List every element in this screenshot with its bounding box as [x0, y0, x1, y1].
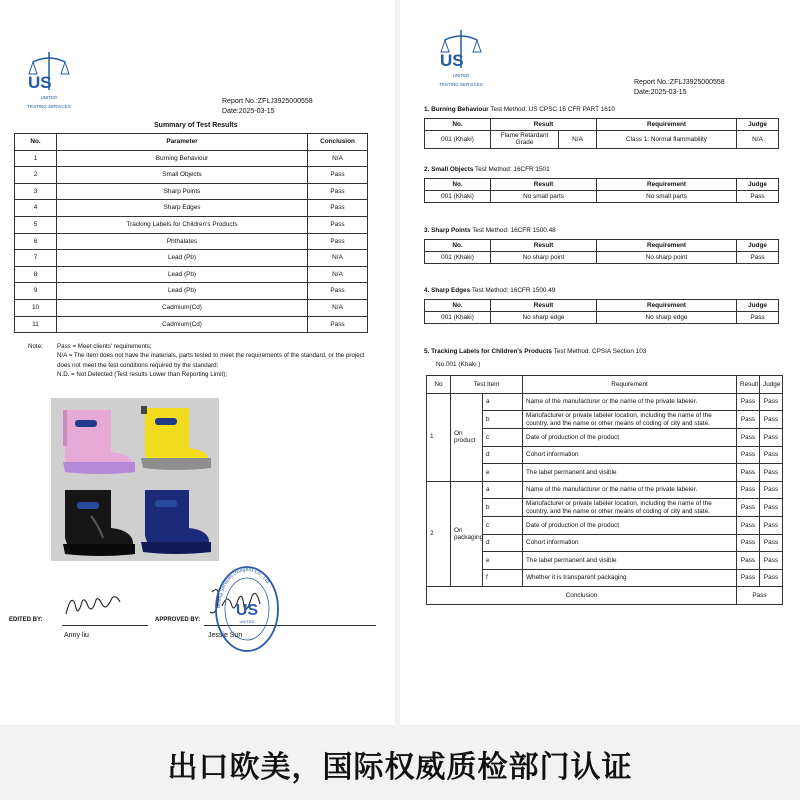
table-row	[15, 250, 368, 267]
cell-group-item: On packaging	[451, 481, 483, 587]
cell-no: 1	[15, 150, 57, 167]
section-heading: 5. Tracking Labels for Children's Products	[424, 348, 552, 355]
cell-result: Flame Retardant Grade	[491, 131, 559, 149]
cell-requirement: Manufacturer or private labeler location, including the name of the country, and the name or other means of coding of city and state.	[523, 499, 737, 517]
header-no: No.	[425, 300, 491, 312]
note-line: does not meet the test conditions required by the standard;	[57, 361, 219, 369]
cell-judge: N/A	[737, 131, 779, 149]
cell-requirement: Whether it is transparent packaging	[523, 569, 737, 587]
cell-no: 6	[15, 233, 57, 250]
section-heading: 2. Small Objects	[424, 166, 474, 173]
cell-sample: 001 (Khaki)	[425, 191, 491, 203]
cell-judge: Pass	[760, 446, 783, 464]
cell-parameter: Cadmium(Cd)	[57, 316, 308, 333]
table-row	[425, 312, 779, 324]
table-header-row	[425, 119, 779, 131]
header-conclusion: Conclusion	[308, 134, 368, 151]
cell-result: Pass	[737, 446, 760, 464]
logo-arc-text: TESTING SERVICES	[27, 104, 71, 109]
cell-requirement: The label permanent and visible	[523, 552, 737, 570]
header-requirement: Requirement	[597, 119, 737, 131]
cell-letter: c	[483, 517, 523, 535]
section-title-sharp-points	[424, 227, 556, 234]
table-header-row	[427, 376, 783, 394]
cell-result: No sharp point	[491, 252, 597, 264]
cell-parameter: Lead (Pb)	[57, 266, 308, 283]
cell-group-no: 2	[427, 481, 451, 587]
cell-result: Pass	[737, 499, 760, 517]
us-testing-logo	[436, 28, 486, 94]
cell-judge: Pass	[760, 464, 783, 482]
note-line: N.D. = Not Detected (Test results Lower than Reporting Limit);	[57, 370, 228, 378]
cell-conclusion: N/A	[308, 299, 368, 316]
seal-text: Testing Services (Ningbo) Co., Ltd.	[215, 566, 272, 610]
conclusion-value: Pass	[737, 587, 783, 605]
cell-result: No small parts	[491, 191, 597, 203]
cell-conclusion: Pass	[308, 167, 368, 184]
cell-group-no: 1	[427, 393, 451, 481]
cell-judge: Pass	[737, 252, 779, 264]
cell-requirement: Class 1: Normal flammability	[597, 131, 737, 149]
us-testing-logo	[24, 50, 74, 116]
cell-judge: Pass	[760, 534, 783, 552]
header-judge: Judge	[760, 376, 783, 394]
section-title-tracking	[424, 348, 646, 355]
section-heading: 1. Burning Behaviour	[424, 106, 489, 113]
logo-small-text: UNITED	[40, 95, 58, 100]
approved-by-name: Jessie Sun	[208, 632, 243, 639]
cell-letter: c	[483, 428, 523, 446]
company-seal	[212, 563, 282, 655]
cell-conclusion: Pass	[308, 216, 368, 233]
header-no: No	[427, 376, 451, 394]
note-line: Pass = Meet clients' requirements;	[57, 343, 152, 350]
cell-letter: f	[483, 569, 523, 587]
cell-conclusion: Pass	[308, 200, 368, 217]
cell-requirement: Cohort information	[523, 534, 737, 552]
cell-parameter: Lead (Pb)	[57, 283, 308, 300]
table-row	[425, 252, 779, 264]
header-judge: Judge	[737, 119, 779, 131]
cell-parameter: Burning Behaviour	[57, 150, 308, 167]
report-page-summary	[0, 0, 395, 725]
cell-requirement: Name of the manufacturer or the name of the private labeler.	[523, 393, 737, 411]
seal-small-text: UNITED	[239, 619, 255, 624]
table-row	[15, 283, 368, 300]
cell-no: 8	[15, 266, 57, 283]
cell-judge: Pass	[760, 393, 783, 411]
section-method: Test Method: 16CFR 1500.48	[472, 227, 556, 234]
header-judge: Judge	[737, 300, 779, 312]
approved-by-label: APPROVED BY:	[155, 617, 201, 623]
logo-letters: US	[440, 51, 464, 70]
header-result: Result	[491, 300, 597, 312]
tracking-sample-number: No.001 (Khaki )	[436, 361, 481, 368]
header-requirement: Requirement	[597, 300, 737, 312]
cell-result: Pass	[737, 464, 760, 482]
cell-sample: 001 (Khaki)	[425, 131, 491, 149]
promo-caption: 出口欧美，国际权威质检部门认证	[167, 750, 633, 785]
edited-signature-icon	[62, 588, 124, 620]
header-requirement: Requirement	[597, 179, 737, 191]
product-photo	[51, 398, 219, 561]
cell-result: Pass	[737, 481, 760, 499]
report-page-details	[400, 0, 800, 725]
cell-result: Pass	[737, 534, 760, 552]
cell-result: Pass	[737, 411, 760, 429]
cell-conclusion: Pass	[308, 183, 368, 200]
cell-parameter: Sharp Points	[57, 183, 308, 200]
cell-parameter: Cadmium(Cd)	[57, 299, 308, 316]
cell-sample: 001 (Khaki)	[425, 312, 491, 324]
header-test-item: Test Item	[451, 376, 523, 394]
cell-conclusion: N/A	[308, 250, 368, 267]
cell-requirement: The label permanent and visible	[523, 464, 737, 482]
logo-emblem-icon	[436, 28, 486, 94]
cell-judge: Pass	[760, 428, 783, 446]
burning-table	[424, 118, 779, 149]
cell-requirement: Date of production of the product	[523, 428, 737, 446]
cell-no: 2	[15, 167, 57, 184]
header-no: No.	[15, 134, 57, 151]
cell-result: Pass	[737, 569, 760, 587]
cell-no: 7	[15, 250, 57, 267]
cell-conclusion: Pass	[308, 283, 368, 300]
report-number: Report No.:ZFLJ3925000558	[222, 98, 313, 105]
cell-letter: a	[483, 393, 523, 411]
cell-no: 3	[15, 183, 57, 200]
table-row	[15, 167, 368, 184]
table-row	[15, 216, 368, 233]
cell-no: 5	[15, 216, 57, 233]
conclusion-label: Conclusion	[427, 587, 737, 605]
section-heading: 3. Sharp Points	[424, 227, 471, 234]
edited-by-label: EDITED BY:	[9, 617, 43, 623]
header-requirement: Requirement	[597, 240, 737, 252]
conclusion-row	[427, 587, 783, 605]
section-method: Test Method: US CPSC 16 CFR PART 1610	[490, 106, 615, 113]
cell-judge: Pass	[760, 411, 783, 429]
boots-illustration	[51, 398, 219, 561]
table-row	[15, 200, 368, 217]
note-line: N/A = The item does not have the materials, parts tested to meet the requirements of the standard, or the project	[57, 352, 365, 360]
tracking-table	[426, 375, 783, 605]
header-judge: Judge	[737, 179, 779, 191]
cell-parameter: Small Objects	[57, 167, 308, 184]
cell-judge: Pass	[760, 552, 783, 570]
seal-icon	[212, 563, 282, 655]
header-parameter: Parameter	[57, 134, 308, 151]
summary-table	[14, 133, 368, 333]
header-result: Result	[737, 376, 760, 394]
cell-sample: 001 (Khaki)	[425, 252, 491, 264]
header-no: No.	[425, 179, 491, 191]
header-result: Result	[491, 119, 597, 131]
cell-conclusion: Pass	[308, 233, 368, 250]
header-requirement: Requirement	[523, 376, 737, 394]
report-number: Report No.:ZFLJ3925000558	[634, 79, 725, 86]
summary-title: Summary of Test Results	[154, 122, 238, 129]
cell-result: Pass	[737, 428, 760, 446]
cell-requirement: No sharp edge	[597, 312, 737, 324]
section-heading: 4. Sharp Edges	[424, 287, 471, 294]
cell-parameter: Sharp Edges	[57, 200, 308, 217]
section-title-burning	[424, 106, 615, 113]
cell-judge: Pass	[760, 499, 783, 517]
cell-parameter: Tracking Labels for Children's Products	[57, 216, 308, 233]
table-row	[425, 191, 779, 203]
cell-judge: Pass	[737, 191, 779, 203]
cell-group-item: On product	[451, 393, 483, 481]
cell-letter: a	[483, 481, 523, 499]
logo-emblem-icon	[24, 50, 74, 116]
small-objects-table	[424, 178, 779, 203]
edited-signature-line	[62, 625, 148, 626]
cell-judge: Pass	[737, 312, 779, 324]
cell-letter: e	[483, 552, 523, 570]
cell-letter: b	[483, 499, 523, 517]
table-row	[427, 481, 783, 499]
cell-no: 10	[15, 299, 57, 316]
cell-requirement: No small parts	[597, 191, 737, 203]
cell-parameter: Lead (Pb)	[57, 250, 308, 267]
section-method: Test Method: CPSIA Section 103	[553, 348, 647, 355]
table-row	[427, 393, 783, 411]
cell-result: Pass	[737, 393, 760, 411]
cell-judge: Pass	[760, 569, 783, 587]
table-header-row	[425, 179, 779, 191]
table-row	[15, 233, 368, 250]
cell-requirement: Manufacturer or private labeler location, including the name of the country, and the name or other means of coding of city and state.	[523, 411, 737, 429]
header-no: No.	[425, 240, 491, 252]
table-header-row	[15, 134, 368, 151]
cell-result: No sharp edge	[491, 312, 597, 324]
table-row	[15, 266, 368, 283]
cell-conclusion: N/A	[308, 266, 368, 283]
section-method: Test Method: 16CFR 1501	[475, 166, 550, 173]
cell-judge: Pass	[760, 481, 783, 499]
cell-requirement: Date of production of the product	[523, 517, 737, 535]
table-row	[425, 131, 779, 149]
cell-judge: Pass	[760, 517, 783, 535]
cell-conclusion: N/A	[308, 150, 368, 167]
table-row	[15, 183, 368, 200]
header-result: Result	[491, 179, 597, 191]
table-header-row	[425, 300, 779, 312]
cell-no: 4	[15, 200, 57, 217]
report-date: Date:2025-03-15	[634, 89, 687, 96]
table-row	[15, 316, 368, 333]
table-header-row	[425, 240, 779, 252]
cell-letter: d	[483, 446, 523, 464]
logo-small-text: UNITED	[452, 73, 470, 78]
cell-no: 11	[15, 316, 57, 333]
cell-result: Pass	[737, 552, 760, 570]
seal-letters: US	[235, 602, 259, 619]
cell-conclusion: Pass	[308, 316, 368, 333]
cell-letter: e	[483, 464, 523, 482]
section-method: Test Method: 16CFR 1500.49	[471, 287, 556, 294]
cell-letter: d	[483, 534, 523, 552]
header-judge: Judge	[737, 240, 779, 252]
cell-requirement: Name of the manufacturer or the name of the private labeler.	[523, 481, 737, 499]
cell-letter: b	[483, 411, 523, 429]
edited-by-name: Anny liu	[64, 632, 89, 639]
logo-arc-text: TESTING SERVICES	[439, 82, 483, 87]
note-label: Note:	[28, 343, 43, 350]
section-title-sharp-edges	[424, 287, 555, 294]
table-row	[15, 150, 368, 167]
cell-no: 9	[15, 283, 57, 300]
section-title-small-objects	[424, 166, 550, 173]
cell-requirement: No sharp point	[597, 252, 737, 264]
sharp-points-table	[424, 239, 779, 264]
header-result: Result	[491, 240, 597, 252]
logo-letters: US	[28, 73, 52, 92]
cell-result: Pass	[737, 517, 760, 535]
report-date: Date:2025-03-15	[222, 108, 275, 115]
sharp-edges-table	[424, 299, 779, 324]
table-row	[15, 299, 368, 316]
cell-result-value: N/A	[559, 131, 597, 149]
header-no: No.	[425, 119, 491, 131]
notes	[28, 342, 373, 379]
cell-requirement: Cohort information	[523, 446, 737, 464]
cell-parameter: Phthalates	[57, 233, 308, 250]
